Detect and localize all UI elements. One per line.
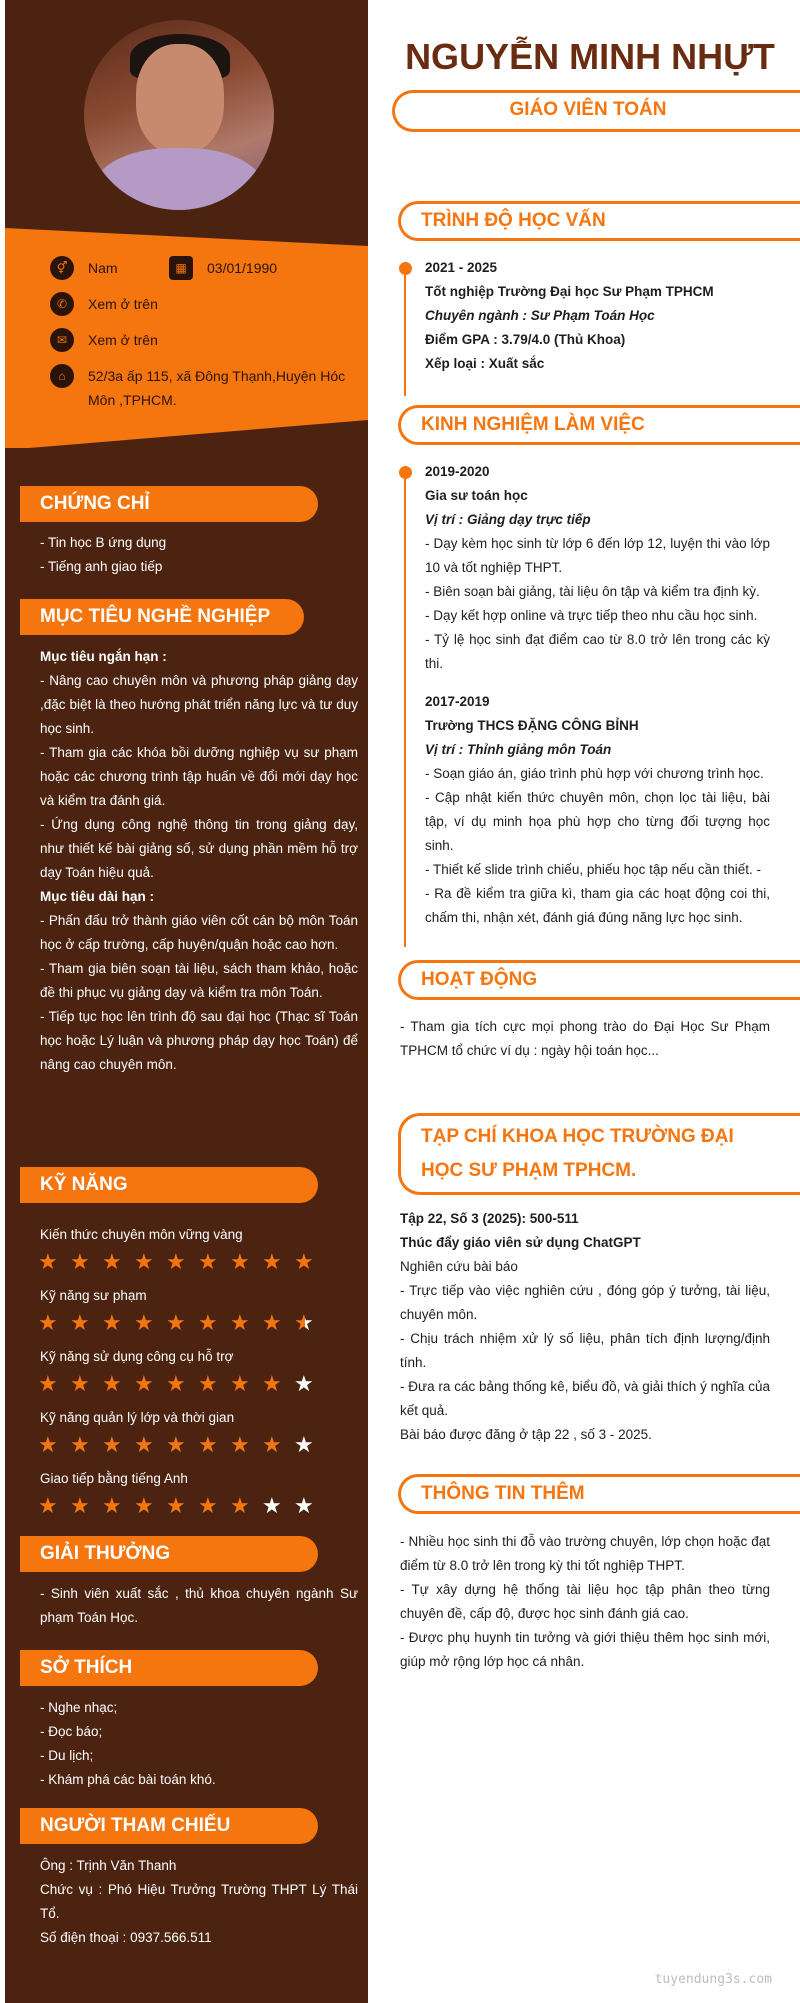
list-item: - Nâng cao chuyên môn và phương pháp giảng dạy ,đặc biệt là theo hướng phát triển năng lực và tư duy học sinh. [40,673,358,736]
journal-published: Bài báo được đăng ở tập 22 , số 3 - 2025. [400,1427,652,1442]
birthday-row [169,256,277,280]
star-icon: ★ [38,1493,58,1518]
job-role: Vị trí : Giảng dạy trực tiếp [425,512,591,527]
list-item: - Tỷ lệ học sinh đạt điểm cao từ 8.0 trở lên trong các kỳ thi. [425,632,770,671]
star-icon: ★ [198,1310,218,1335]
gender-icon: ⚥ [50,256,74,280]
timeline-dot [399,262,412,275]
star-icon: ★ [102,1371,122,1396]
profile-photo [84,20,274,210]
star-icon: ★ [134,1371,154,1396]
star-icon: ★ [166,1310,186,1335]
list-item: - Đọc báo; [40,1724,103,1739]
skill-label: Kỹ năng quản lý lớp và thời gian [40,1410,235,1425]
star-icon: ★ [230,1310,250,1335]
star-icon: ★ [294,1432,314,1457]
journal-title-line-1: TẠP CHÍ KHOA HỌC TRƯỜNG ĐẠI [421,1126,734,1147]
star-icon: ★ [166,1432,186,1457]
list-item: - Ra đề kiểm tra giữa kì, tham gia các hoạt động coi thi, chấm thi, nhận xét, đánh giá đúng năng lực học sinh. [425,886,770,925]
star-icon: ★ [230,1371,250,1396]
star-icon: ★ [262,1310,282,1335]
star-icon: ★ [262,1249,282,1274]
star-icon: ★ [166,1249,186,1274]
job-org: Gia sư toán học [425,488,528,503]
address-value: 52/3a ấp 115, xã Đông Thạnh,Huyện Hóc Môn ,TPHCM. [88,368,346,408]
phone-icon: ✆ [50,292,74,316]
journal-text [400,1207,770,1447]
timeline-line [404,268,406,396]
star-icon: ★ [198,1249,218,1274]
skill-label: Kỹ năng sư phạm [40,1288,147,1303]
list-item: - Tin học B ứng dụng [40,535,167,550]
list-item: - Tiếp tục học lên trình độ sau đại học (Thạc sĩ Toán học hoặc Lý luận và phương pháp dạy học Toán) để nâng cao chuyên môn. [40,1009,358,1072]
phone-value: Xem ở trên [88,296,158,312]
list-item: - Được phụ huynh tin tưởng và giới thiệu thêm học sinh mới, giúp mở rộng lớp học cá nhân. [400,1630,770,1669]
star-icon: ★ [70,1310,90,1335]
short-term-label: Mục tiêu ngắn hạn : [40,649,167,664]
star-icon: ★ [294,1249,314,1274]
mail-icon: ✉ [50,328,74,352]
education-gpa: Điểm GPA : 3.79/4.0 (Thủ Khoa) [425,332,626,347]
extra-text [400,1530,770,1674]
certificates-heading: CHỨNG CHỈ [20,486,318,522]
star-icon: ★ [38,1432,58,1457]
email-row [50,328,158,352]
list-item: - Tự xây dựng hệ thống tài liệu học tập phân theo từng chuyên đề, cấp độ, được học sinh đánh giá cao. [400,1582,770,1621]
list-item: - Tham gia các khóa bồi dưỡng nghiệp vụ sư phạm hoặc các chương trình tập huấn về đổi mới dạy học và kiểm tra đánh giá. [40,745,358,808]
star-icon: ★ [38,1310,58,1335]
job-period: 2019-2020 [425,464,490,479]
star-icon: ★ [294,1371,314,1396]
candidate-name: NGUYỄN MINH NHỰT [405,36,775,77]
timeline-line [404,472,406,947]
education-heading: TRÌNH ĐỘ HỌC VẤN [398,201,800,241]
star-icon: ★ [102,1432,122,1457]
activities-heading: HOẠT ĐỘNG [398,960,800,1000]
skill-label: Kiến thức chuyên môn vững vàng [40,1227,243,1242]
star-icon: ★ [70,1493,90,1518]
list-item: - Cập nhật kiến thức chuyên môn, chọn lọc tài liệu, bài tập, ví dụ minh họa phù hợp cho từng đối tượng học sinh. [425,790,770,853]
activities-text: - Tham gia tích cực mọi phong trào do Đại Học Sư Phạm TPHCM tổ chức ví dụ : ngày hội toán học... [400,1019,770,1058]
star-icon: ★ [230,1432,250,1457]
education-major: Chuyên ngành : Sư Phạm Toán Học [425,308,655,323]
references-text [40,1854,358,1950]
list-item: - Chịu trách nhiệm xử lý số liệu, phân tích định lượng/định tính. [400,1331,770,1370]
list-item: - Đưa ra các bảng thống kê, biểu đồ, và giải thích ý nghĩa của kết quả. [400,1379,770,1418]
star-icon: ★ [262,1493,282,1518]
education-text [425,256,770,376]
star-icon: ★ [102,1310,122,1335]
skill-rating [38,1312,326,1334]
list-item: - Tiếng anh giao tiếp [40,559,163,574]
star-icon: ★ [134,1493,154,1518]
objective-heading: MỤC TIÊU NGHỀ NGHIỆP [20,599,304,635]
skill-rating [38,1434,326,1456]
list-item: - Ứng dụng công nghệ thông tin trong giảng dạy, như thiết kế bài giảng số, sử dụng phần mềm hỗ trợ dạy Toán hiệu quả. [40,817,358,880]
hobbies-heading: SỞ THÍCH [20,1650,318,1686]
job-role: Vị trí : Thỉnh giảng môn Toán [425,742,612,757]
list-item: - Soạn giáo án, giáo trình phù hợp với chương trình học. [425,766,764,781]
gender-row [50,256,118,280]
star-icon: ★ [70,1432,90,1457]
experience-job-2 [425,690,770,930]
calendar-icon: ▦ [169,256,193,280]
star-icon: ★ [198,1432,218,1457]
star-icon: ★ [262,1432,282,1457]
star-icon: ★ [262,1371,282,1396]
list-item: - Nhiều học sinh thi đỗ vào trường chuyên, lớp chọn hoặc đạt điểm từ 8.0 trở lên trong kỳ thi tốt nghiệp THPT. [400,1534,770,1573]
education-period: 2021 - 2025 [425,260,498,275]
skill-rating [38,1251,326,1273]
star-icon: ★ [102,1249,122,1274]
extra-heading: THÔNG TIN THÊM [398,1474,800,1514]
home-icon: ⌂ [50,364,74,388]
reference-name: Ông : Trịnh Văn Thanh [40,1858,177,1873]
objective-text [40,645,358,1077]
star-icon: ★ [198,1371,218,1396]
long-term-label: Mục tiêu dài hạn : [40,889,155,904]
skills-heading: KỸ NĂNG [20,1167,318,1203]
reference-phone: Số điện thoại : 0937.566.511 [40,1930,212,1945]
journal-heading [398,1113,800,1195]
timeline-dot [399,466,412,479]
skill-rating [38,1373,326,1395]
star-icon: ★ [294,1493,314,1518]
birthday-value: 03/01/1990 [207,260,278,276]
experience-heading: KINH NGHIỆM LÀM VIỆC [398,405,800,445]
job-period: 2017-2019 [425,694,490,709]
education-rank: Xếp loại : Xuất sắc [425,356,545,371]
list-item: - Trực tiếp vào việc nghiên cứu , đóng góp ý tưởng, tài liệu, chuyên môn. [400,1283,770,1322]
star-icon: ★ [230,1249,250,1274]
star-icon: ★ [38,1249,58,1274]
list-item: - Biên soạn bài giảng, tài liệu ôn tập và kiểm tra định kỳ. [425,584,760,599]
star-icon: ★ [70,1371,90,1396]
list-item: - Nghe nhạc; [40,1700,118,1715]
education-school: Tốt nghiệp Trường Đại học Sư Phạm TPHCM [425,284,714,299]
star-icon: ★ [166,1371,186,1396]
star-icon: ★ [230,1493,250,1518]
list-item: - Dạy kết hợp online và trực tiếp theo nhu cầu học sinh. [425,608,758,623]
star-icon: ★ [166,1493,186,1518]
star-icon: ★ [198,1493,218,1518]
email-value: Xem ở trên [88,332,158,348]
list-item: - Thiết kế slide trình chiếu, phiếu học tập nếu cần thiết. - [425,862,761,877]
certificates-list [40,531,358,579]
star-icon: ★ [134,1310,154,1335]
job-org: Trường THCS ĐẶNG CÔNG BỈNH [425,718,639,733]
list-item: - Du lịch; [40,1748,94,1763]
awards-heading: GIẢI THƯỞNG [20,1536,318,1572]
references-heading: NGƯỜI THAM CHIẾU [20,1808,318,1844]
skill-label: Kỹ năng sử dụng công cụ hỗ trợ [40,1349,234,1364]
star-icon: ★ [134,1249,154,1274]
journal-issue: Tập 22, Số 3 (2025): 500-511 [400,1211,579,1226]
job-title: GIÁO VIÊN TOÁN [509,99,667,120]
address-row [50,364,350,412]
skill-label: Giao tiếp bằng tiếng Anh [40,1471,188,1486]
star-icon: ★ [134,1432,154,1457]
phone-row [50,292,158,316]
skill-rating [38,1495,326,1517]
watermark: tuyendung3s.com [654,1972,772,1987]
list-item: - Tham gia biên soạn tài liệu, sách tham khảo, hoặc đề thi phục vụ giảng dạy và kiểm tra môn Toán. [40,961,358,1000]
star-icon: ★ [70,1249,90,1274]
gender-value: Nam [88,260,118,276]
journal-title-line-2: HỌC SƯ PHẠM TPHCM. [421,1160,637,1181]
hobbies-list [40,1696,358,1792]
star-icon: ★ [102,1493,122,1518]
reference-position: Chức vụ : Phó Hiệu Trưởng Trường THPT Lý Thái Tổ. [40,1882,358,1921]
star-icon: ★ [294,1312,316,1334]
awards-text: - Sinh viên xuất sắc , thủ khoa chuyên ngành Sư phạm Toán Học. [40,1586,358,1625]
list-item: - Dạy kèm học sinh từ lớp 6 đến lớp 12, luyện thi vào lớp 10 và tốt nghiệp THPT. [425,536,770,575]
list-item: - Phấn đấu trở thành giáo viên cốt cán bộ môn Toán học ở cấp trường, cấp huyện/quận hoặc cao hơn. [40,913,358,952]
journal-paper: Thúc đẩy giáo viên sử dụng ChatGPT [400,1235,641,1250]
experience-job-1 [425,460,770,676]
star-icon: ★ [38,1371,58,1396]
journal-role: Nghiên cứu bài báo [400,1259,518,1274]
list-item: - Khám phá các bài toán khó. [40,1772,216,1787]
